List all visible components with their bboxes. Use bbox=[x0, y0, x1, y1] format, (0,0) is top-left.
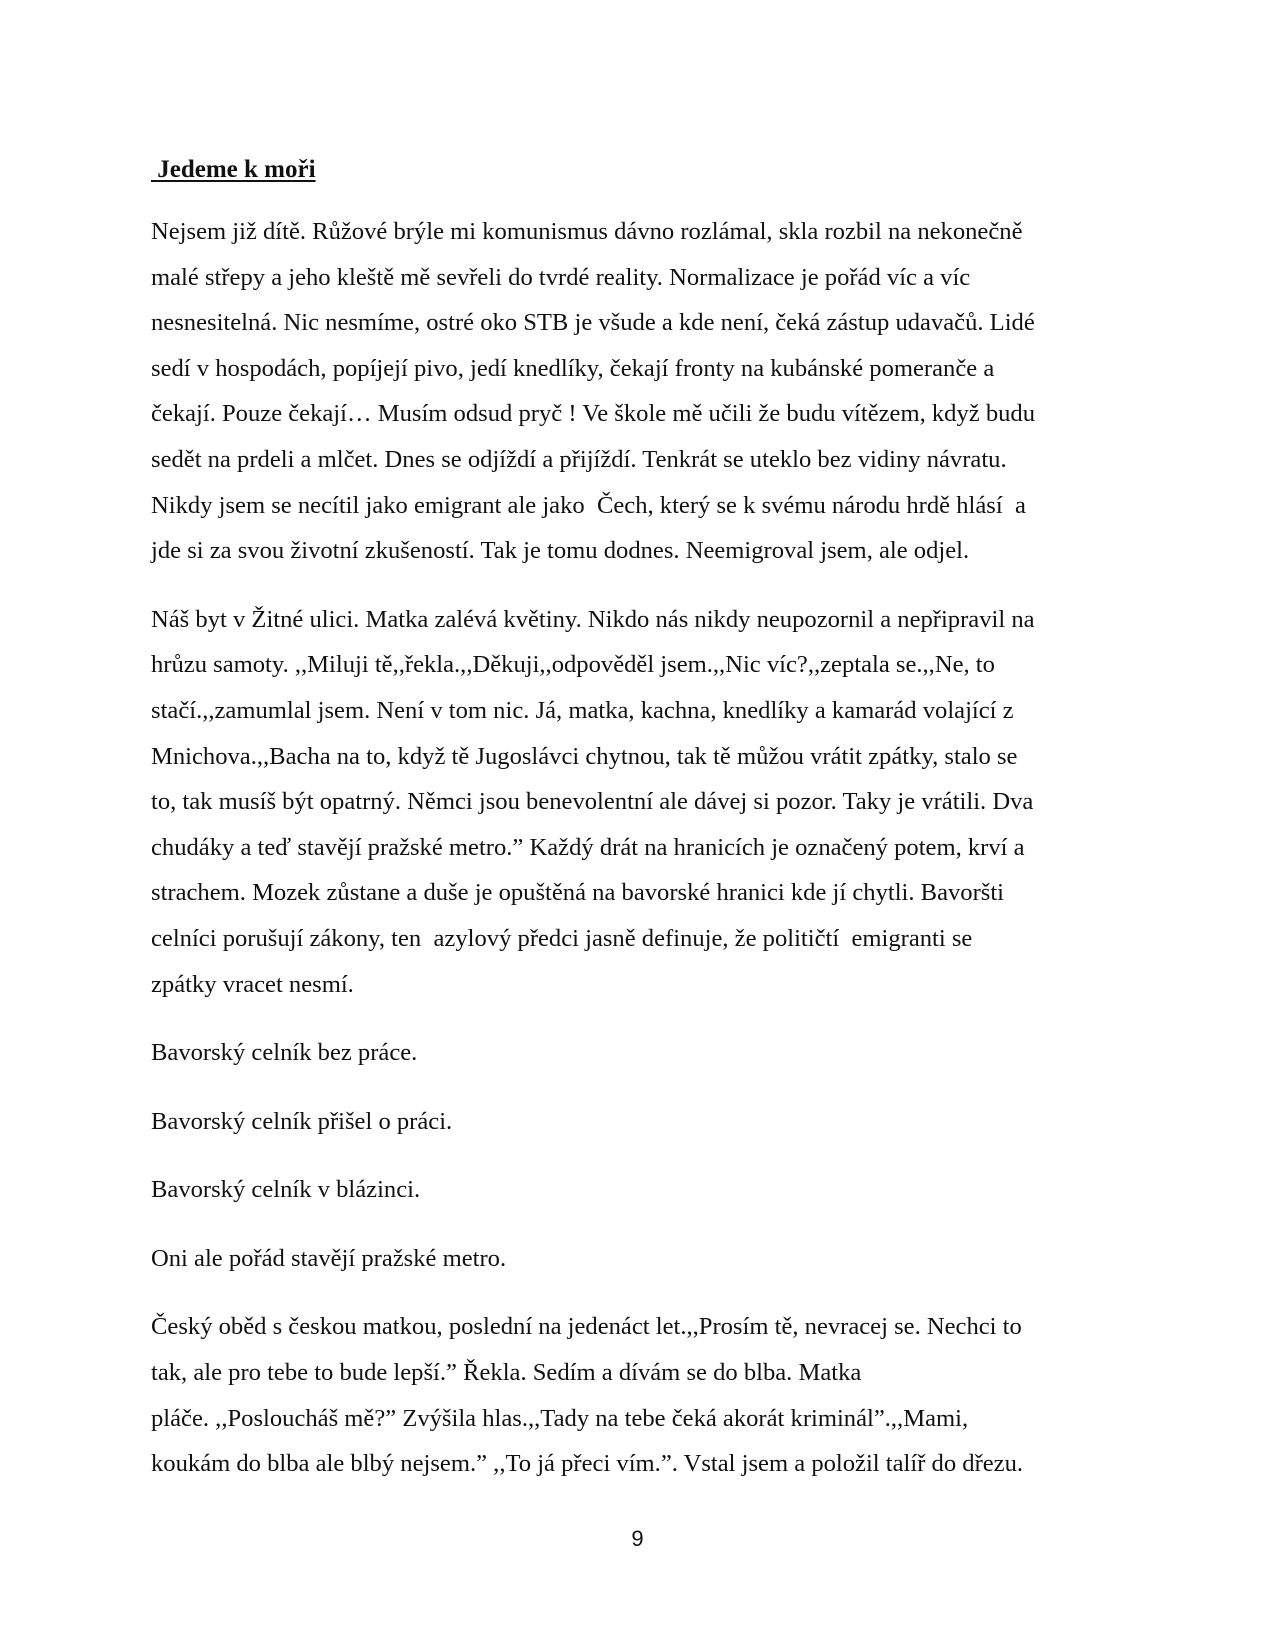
text-line: hrůzu samoty. ,,Miluji tě,,řekla.,,Děkuji,,odpověděl jsem.,,Nic víc?,,zeptala se.,,Ne, to bbox=[151, 651, 995, 679]
paragraph bbox=[151, 1030, 1136, 1076]
text-line: sedí v hospodách, popíjejí pivo, jedí knedlíky, čekají fronty na kubánské pomeranče a bbox=[151, 354, 995, 382]
text-line: jde si za svou životní zkušeností. Tak je tomu dodnes. Neemigroval jsem, ale odjel. bbox=[151, 537, 970, 565]
text-line: Nikdy jsem se necítil jako emigrant ale jako Čech, který se k svému národu hrdě hlásí a bbox=[151, 491, 1026, 519]
text-line: zpátky vracet nesmí. bbox=[151, 970, 354, 998]
paragraph-spacer bbox=[151, 1076, 1136, 1099]
text-line: Mnichova.,,Bacha na to, když tě Jugoslávci chytnou, tak tě můžou vrátit zpátky, stalo se bbox=[151, 742, 1018, 770]
text-line: Český oběd s českou matkou, poslední na jedenáct let.,,Prosím tě, nevracej se. Nechci to bbox=[151, 1313, 1022, 1341]
text-line: celníci porušují zákony, ten azylový předci jasně definuje, že političtí emigranti se bbox=[151, 924, 973, 952]
paragraph-spacer bbox=[151, 574, 1136, 597]
paragraph bbox=[151, 1167, 1136, 1213]
text-line: Oni ale pořád stavějí pražské metro. bbox=[151, 1244, 507, 1272]
text-line: Nejsem již dítě. Růžové brýle mi komunismus dávno rozlámal, skla rozbil na nekonečně bbox=[151, 218, 1023, 245]
paragraph bbox=[151, 209, 1136, 574]
text-line: Bavorský celník přišel o práci. bbox=[151, 1107, 453, 1135]
paragraph-spacer bbox=[151, 1213, 1136, 1236]
paragraph-spacer bbox=[151, 1007, 1136, 1030]
text-line: čekají. Pouze čekají… Musím odsud pryč ! Ve škole mě učili že budu vítězem, když budu bbox=[151, 400, 1036, 428]
page-content bbox=[151, 150, 1136, 1487]
text-line: Bavorský celník v blázinci. bbox=[151, 1176, 421, 1204]
paragraph bbox=[151, 1099, 1136, 1145]
text-line: koukám do blba ale blbý nejsem.” ,,To já přeci vím.”. Vstal jsem a položil talíř do dřezu. bbox=[151, 1450, 1024, 1478]
text-line: pláče. ,,Posloucháš mě?” Zvýšila hlas.,,Tady na tebe čeká akorát kriminál”.,,Mami, bbox=[151, 1404, 969, 1432]
text-line: Náš byt v Žitné ulici. Matka zalévá květiny. Nikdo nás nikdy neupozornil a nepřipravil na bbox=[151, 605, 1035, 633]
text-line: stačí.,,zamumlal jsem. Není v tom nic. Já, matka, kachna, knedlíky a kamarád volající z bbox=[151, 696, 1014, 724]
text-line: to, tak musíš být opatrný. Němci jsou benevolentní ale dávej si pozor. Taky je vrátili. Dva bbox=[151, 788, 1034, 816]
text-line: sedět na prdeli a mlčet. Dnes se odjíždí a přijíždí. Tenkrát se uteklo bez vidiny návratu. bbox=[151, 445, 1007, 473]
text-line: chudáky a teď stavějí pražské metro.” Každý drát na hranicích je označený potem, krví a bbox=[151, 833, 1025, 861]
paragraph-spacer bbox=[151, 1281, 1136, 1304]
text-line: malé střepy a jeho kleště mě sevřeli do tvrdé reality. Normalizace je pořád víc a víc bbox=[151, 263, 971, 291]
text-line: nesnesitelná. Nic nesmíme, ostré oko STB je všude a kde není, čeká zástup udavačů. Lidé bbox=[151, 309, 1035, 337]
paragraph bbox=[151, 1304, 1136, 1486]
paragraph bbox=[151, 1236, 1136, 1282]
paragraph-spacer bbox=[151, 1144, 1136, 1167]
page-number: 9 bbox=[631, 1526, 644, 1551]
paragraph bbox=[151, 597, 1136, 1007]
text-line: Bavorský celník bez práce. bbox=[151, 1039, 418, 1067]
body-text bbox=[151, 209, 1136, 1487]
text-line: strachem. Mozek zůstane a duše je opuštěná na bavorské hranici kde jí chytli. Bavoršti bbox=[151, 879, 1004, 907]
text-line: tak, ale pro tebe to bude lepší.” Řekla. Sedím a dívám se do blba. Matka bbox=[151, 1359, 862, 1387]
chapter-title: Jedeme k moři bbox=[151, 156, 316, 183]
